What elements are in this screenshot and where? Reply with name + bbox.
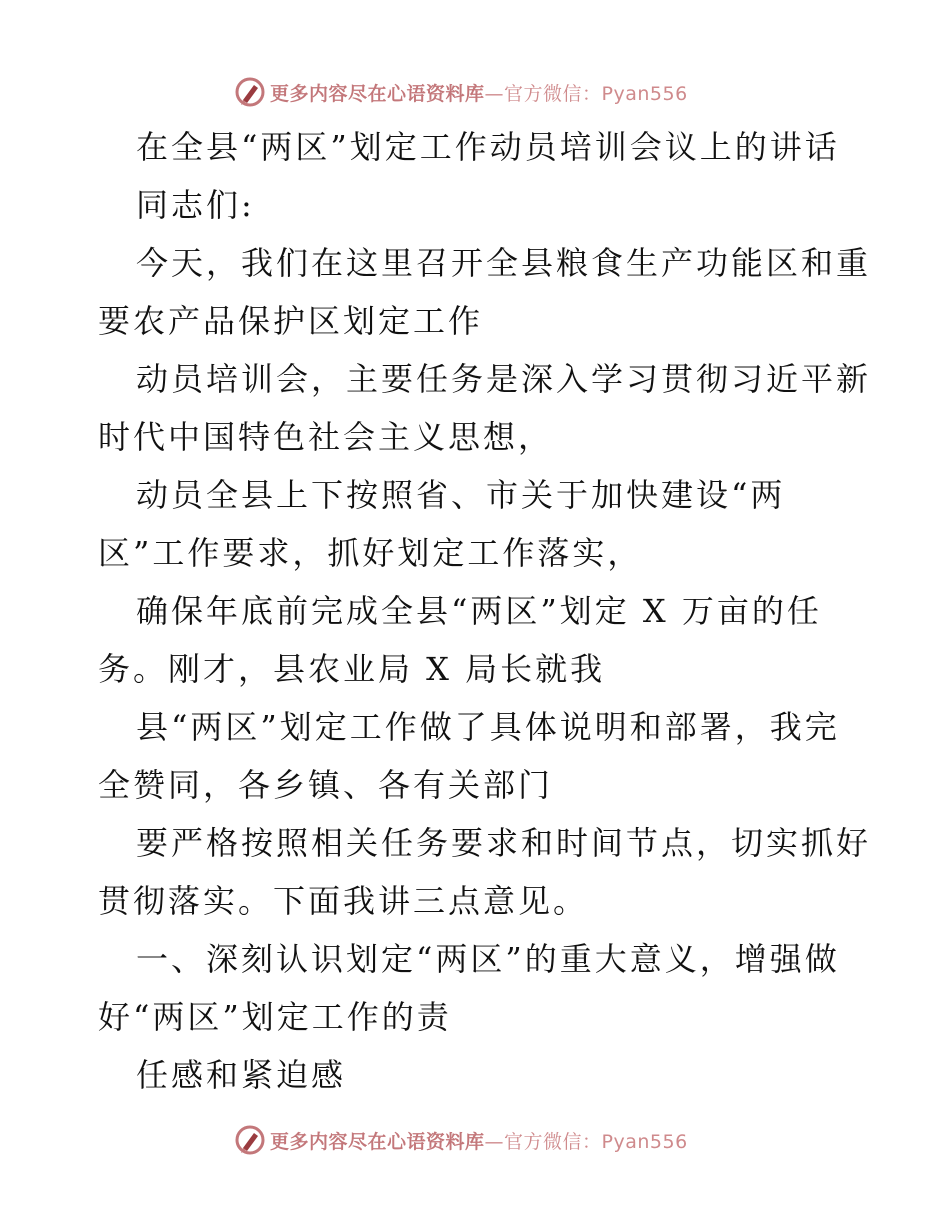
paragraph-line: 贯彻落实。下面我讲三点意见。 <box>98 882 589 920</box>
pen-logo-icon <box>234 1124 266 1156</box>
paragraph-line: 动员培训会，主要任务是深入学习贯彻习近平新 <box>136 360 872 398</box>
watermark-wechat: —官方微信：Pyan556 <box>484 82 688 105</box>
paragraph-line: 今天，我们在这里召开全县粮食生产功能区和重 <box>136 244 872 282</box>
pen-logo-icon <box>234 76 266 108</box>
section-heading: 好“两区”划定工作的责 <box>98 998 452 1036</box>
salutation: 同志们: <box>136 186 255 224</box>
paragraph-line: 区”工作要求，抓好划定工作落实， <box>98 534 643 572</box>
paragraph-line: 县“两区”划定工作做了具体说明和部署，我完 <box>136 708 840 746</box>
document-title: 在全县“两区”划定工作动员培训会议上的讲话 <box>136 128 840 166</box>
section-heading: 任感和紧迫感 <box>136 1056 347 1094</box>
paragraph-line: 时代中国特色社会主义思想， <box>98 418 554 456</box>
watermark-wechat: —官方微信：Pyan556 <box>484 1130 688 1153</box>
watermark-title: 更多内容尽在心语资料库 <box>270 1130 485 1153</box>
watermark-title: 更多内容尽在心语资料库 <box>270 82 485 105</box>
watermark-banner-top <box>0 72 950 112</box>
paragraph-line: 动员全县上下按照省、市关于加快建设“两 <box>136 476 786 514</box>
paragraph-line: 全赞同，各乡镇、各有关部门 <box>98 766 554 804</box>
watermark-banner-bottom <box>0 1120 950 1160</box>
paragraph-line: 务。刚才，县农业局 X 局长就我 <box>98 650 606 688</box>
section-heading: 一、深刻认识划定“两区”的重大意义，增强做 <box>136 940 840 978</box>
paragraph-line: 要严格按照相关任务要求和时间节点，切实抓好 <box>136 824 872 862</box>
paragraph-line: 要农产品保护区划定工作 <box>98 302 484 340</box>
paragraph-line: 确保年底前完成全县“两区”划定 X 万亩的任 <box>136 592 822 630</box>
